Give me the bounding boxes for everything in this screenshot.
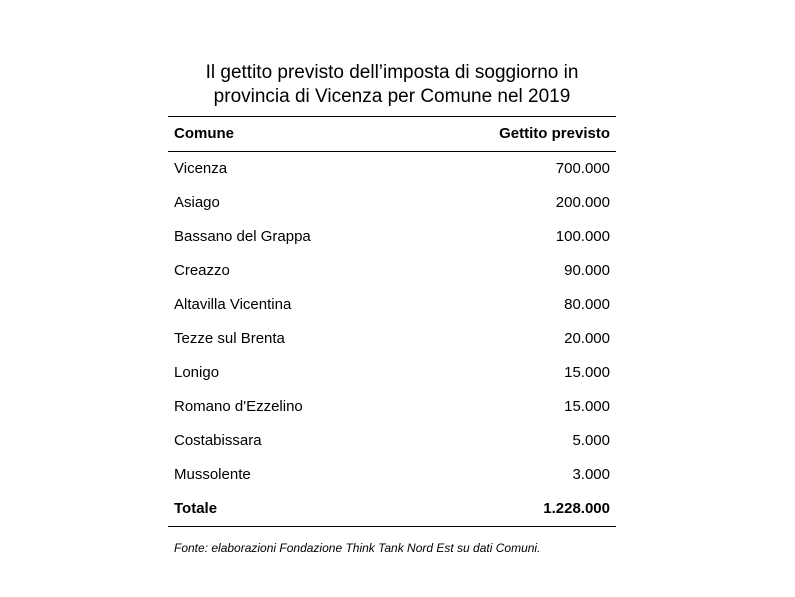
cell-gettito: 20.000 xyxy=(564,330,610,347)
total-label: Totale xyxy=(168,492,413,527)
table-header xyxy=(168,117,616,152)
table-row xyxy=(168,458,616,492)
table-row xyxy=(168,220,616,254)
cell-comune: Asiago xyxy=(174,194,220,211)
cell-comune: Bassano del Grappa xyxy=(174,228,311,245)
table-row xyxy=(168,390,616,424)
cell-comune: Lonigo xyxy=(174,364,220,381)
cell-comune: Altavilla Vicentina xyxy=(174,296,292,313)
table-title-line-1: Il gettito previsto dell’imposta di soggiorno in xyxy=(205,62,579,83)
cell-gettito: 200.000 xyxy=(555,194,610,211)
cell-comune: Creazzo xyxy=(174,262,230,279)
cell-comune: Costabissara xyxy=(174,432,262,449)
cell-gettito: 5.000 xyxy=(572,432,610,449)
source-note: Fonte: elaborazioni Fondazione Think Tank Nord Est su dati Comuni. xyxy=(174,541,541,555)
gettito-table xyxy=(168,116,616,527)
table-row xyxy=(168,152,616,187)
table-row xyxy=(168,322,616,356)
cell-gettito: 100.000 xyxy=(555,228,610,245)
table-row xyxy=(168,356,616,390)
table-title-line-2: provincia di Vicenza per Comune nel 2019 xyxy=(213,86,571,107)
cell-gettito: 90.000 xyxy=(564,262,610,279)
header-comune: Comune xyxy=(168,117,413,152)
cell-gettito: 15.000 xyxy=(564,398,610,415)
cell-comune: Tezze sul Brenta xyxy=(174,330,285,347)
cell-gettito: 700.000 xyxy=(555,160,610,177)
table-row xyxy=(168,186,616,220)
cell-comune: Mussolente xyxy=(174,466,251,483)
table-row xyxy=(168,424,616,458)
cell-comune: Vicenza xyxy=(174,160,228,177)
cell-gettito: 80.000 xyxy=(564,296,610,313)
cell-gettito: 15.000 xyxy=(564,364,610,381)
table-row xyxy=(168,288,616,322)
cell-gettito: 3.000 xyxy=(572,466,610,483)
table-title xyxy=(168,61,616,109)
table-footer xyxy=(168,492,616,527)
table-row xyxy=(168,254,616,288)
header-row xyxy=(168,117,616,152)
cell-comune: Romano d'Ezzelino xyxy=(174,398,303,415)
header-gettito: Gettito previsto xyxy=(413,117,616,152)
total-row xyxy=(168,492,616,527)
table-body xyxy=(168,152,616,493)
total-value: 1.228.000 xyxy=(413,492,616,527)
